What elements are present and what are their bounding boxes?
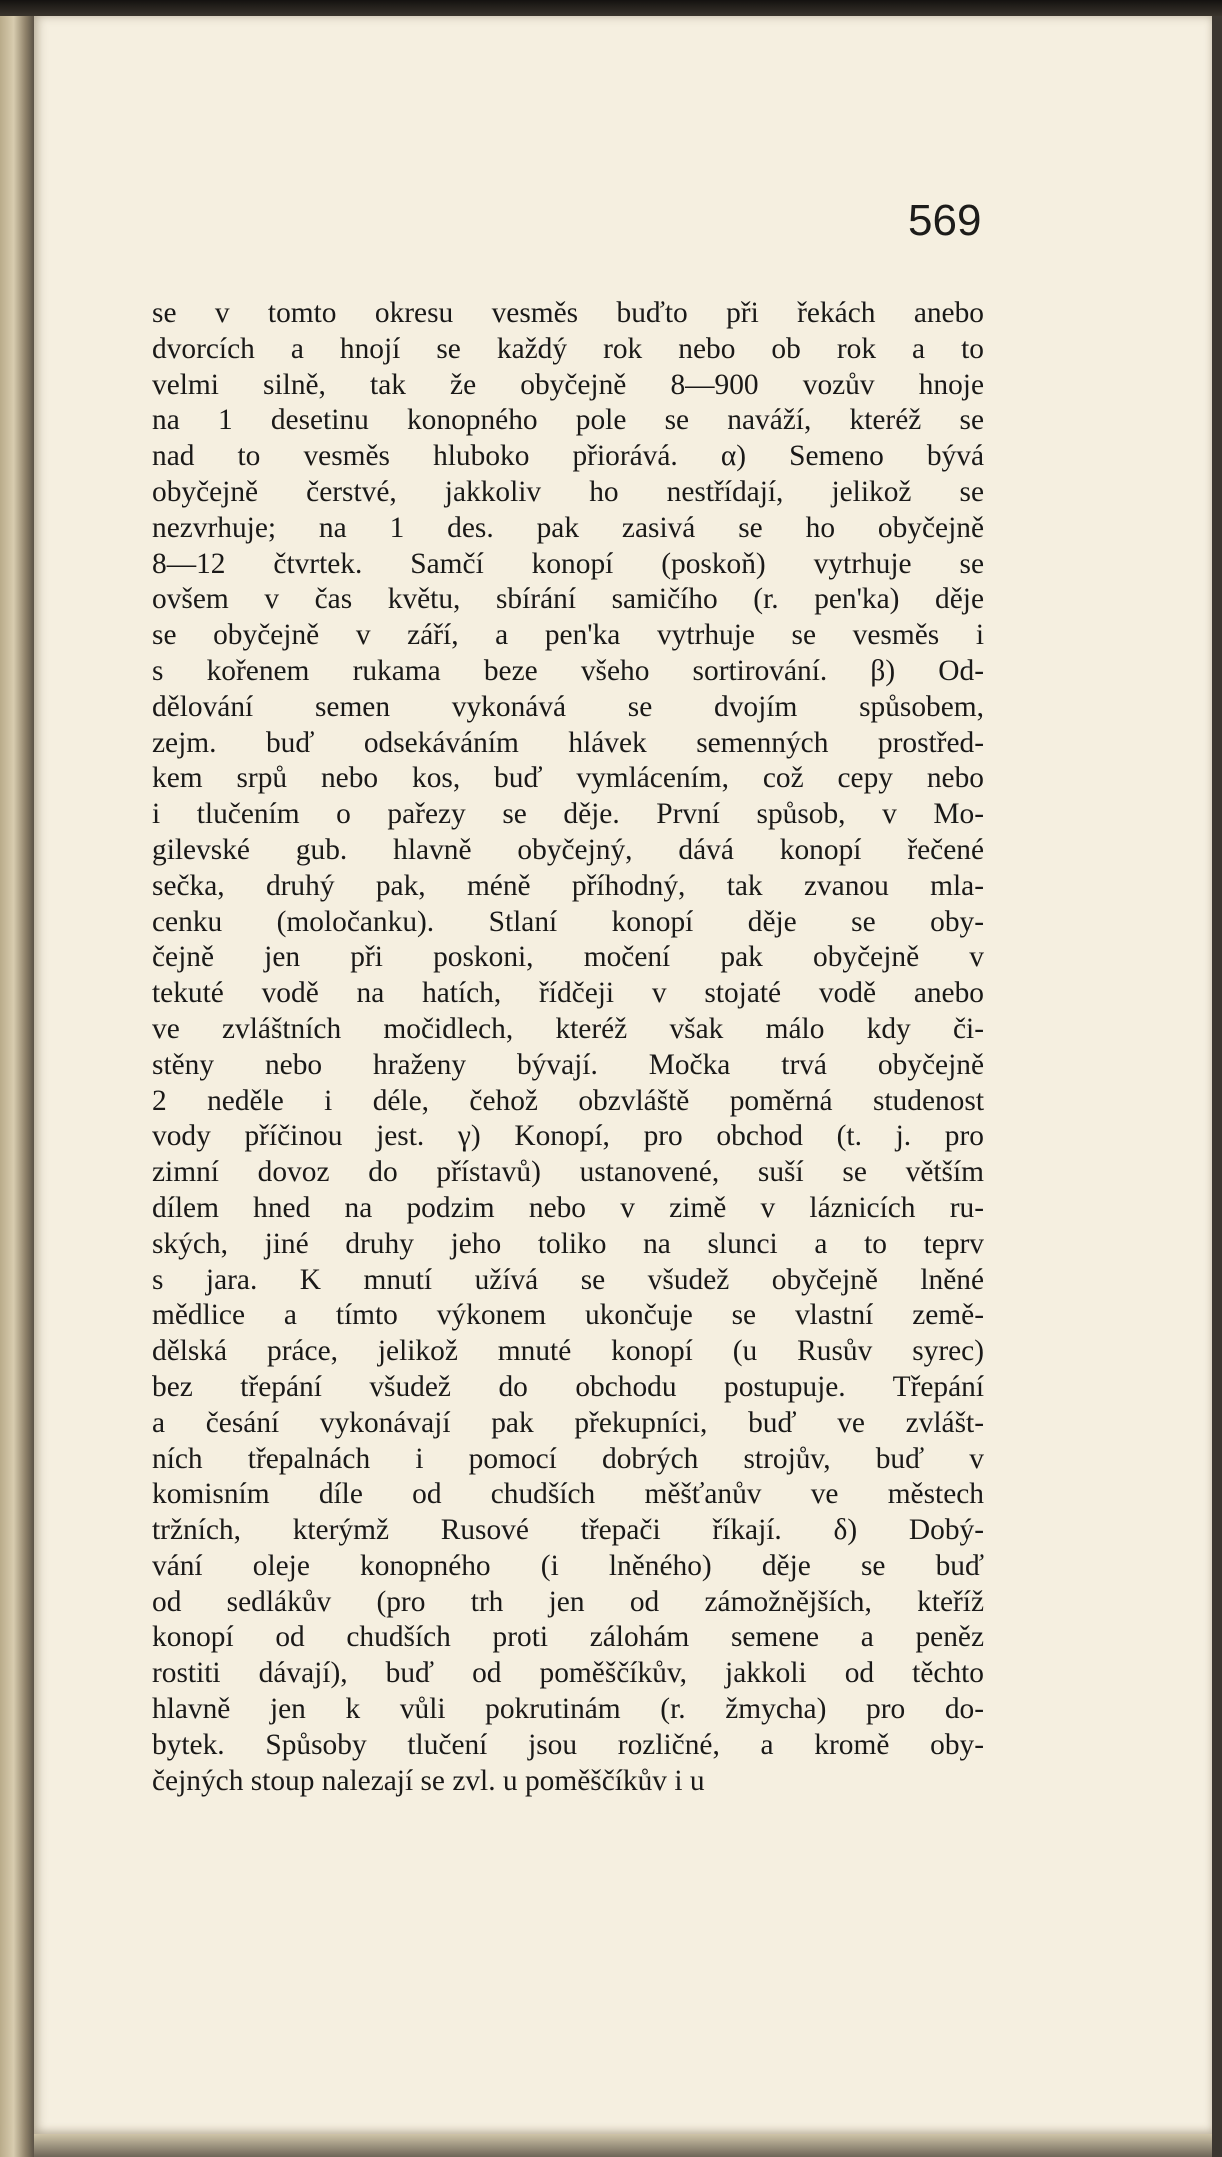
text-line: dělská práce, jelikož mnuté konopí (u Rusův syrec): [152, 1335, 984, 1368]
text-line: tržních, kterýmž Rusové třepači říkají. δ) Dobý-: [152, 1514, 984, 1547]
text-line: sečka, druhý pak, méně příhodný, tak zvanou mla-: [152, 869, 984, 902]
top-scan-edge: [0, 0, 1222, 16]
text-line: ních třepalnách i pomocí dobrých strojův, buď v: [152, 1442, 984, 1475]
text-line: i tlučením o pařezy se děje. První spůsob, v Mo-: [152, 798, 984, 831]
text-line: bytek. Spůsoby tlučení jsou rozličné, a kromě oby-: [152, 1728, 984, 1761]
text-line: kem srpů nebo kos, buď vymlácením, což cepy nebo: [152, 762, 984, 795]
text-line: nad to vesměs hluboko přiorává. α) Semeno bývá: [152, 440, 984, 473]
text-line: na 1 desetinu konopného pole se naváží, kteréž se: [152, 404, 984, 437]
text-line: zejm. buď odsekáváním hlávek semenných prostřed-: [152, 726, 984, 759]
text-line: gilevské gub. hlavně obyčejný, dává konopí řečené: [152, 833, 984, 866]
text-line: mědlice a tímto výkonem ukončuje se vlastní země-: [152, 1299, 984, 1332]
text-line: ských, jiné druhy jeho toliko na slunci a to teprv: [152, 1227, 984, 1260]
text-line: konopí od chudších proti zálohám semene a peněz: [152, 1621, 984, 1654]
text-line: s kořenem rukama beze všeho sortirování. β) Od-: [152, 654, 984, 687]
text-line: ovšem v čas květu, sbírání samičího (r. pen'ka) děje: [152, 583, 984, 616]
text-line: rostiti dávají), buď od poměščíkův, jakkoli od těchto: [152, 1657, 984, 1690]
right-scan-edge: [1212, 16, 1222, 2157]
text-line: se obyčejně v září, a pen'ka vytrhuje se vesměs i: [152, 619, 984, 652]
text-line: 2 neděle i déle, čehož obzvláště poměrná studenost: [152, 1084, 984, 1117]
text-line: čejně jen při poskoni, močení pak obyčejně v: [152, 941, 984, 974]
text-line: komisním díle od chudších měšťanův ve městech: [152, 1478, 984, 1511]
text-line: obyčejně čerstvé, jakkoliv ho nestřídají, jelikož se: [152, 475, 984, 508]
text-line: tekuté vodě na hatích, řídčeji v stojaté vodě anebo: [152, 977, 984, 1010]
text-line: 8—12 čtvrtek. Samčí konopí (poskoň) vytrhuje se: [152, 547, 984, 580]
text-line: nezvrhuje; na 1 des. pak zasivá se ho obyčejně: [152, 511, 984, 544]
text-line: velmi silně, tak že obyčejně 8—900 vozův hnoje: [152, 368, 984, 401]
book-gutter: [0, 16, 34, 2157]
bottom-scan-edge: [34, 2134, 1212, 2157]
text-line: dílem hned na podzim nebo v zimě v láznicích ru-: [152, 1191, 984, 1224]
text-line: vání oleje konopného (i lněného) děje se buď: [152, 1549, 984, 1582]
text-line: vody příčinou jest. γ) Konopí, pro obchod (t. j. pro: [152, 1120, 984, 1153]
text-line: s jara. K mnutí užívá se všudež obyčejně lněné: [152, 1263, 984, 1296]
text-line: hlavně jen k vůli pokrutinám (r. žmycha) pro do-: [152, 1693, 984, 1726]
page-number: 569: [908, 196, 982, 245]
text-line: od sedlákův (pro trh jen od zámožnějších, kteříž: [152, 1585, 984, 1618]
text-line: ve zvláštních močidlech, kteréž však málo kdy či-: [152, 1012, 984, 1045]
text-line: dvorcích a hnojí se každý rok nebo ob rok a to: [152, 332, 984, 365]
text-line: se v tomto okresu vesměs buďto při řekách anebo: [152, 297, 984, 329]
text-line: čejných stoup nalezají se zvl. u poměščíkův i u: [152, 1764, 705, 1797]
text-line: bez třepání všudež do obchodu postupuje. Třepání: [152, 1370, 984, 1403]
text-line: dělování semen vykonává se dvojím spůsobem,: [152, 690, 984, 723]
text-line: cenku (moločanku). Stlaní konopí děje se oby-: [152, 905, 984, 938]
body-text: [152, 296, 984, 1799]
text-line: zimní dovoz do přístavů) ustanovené, suší se větším: [152, 1156, 984, 1189]
text-line: stěny nebo hraženy bývají. Močka trvá obyčejně: [152, 1048, 984, 1081]
text-line: a česání vykonávají pak překupníci, buď ve zvlášt-: [152, 1406, 984, 1439]
